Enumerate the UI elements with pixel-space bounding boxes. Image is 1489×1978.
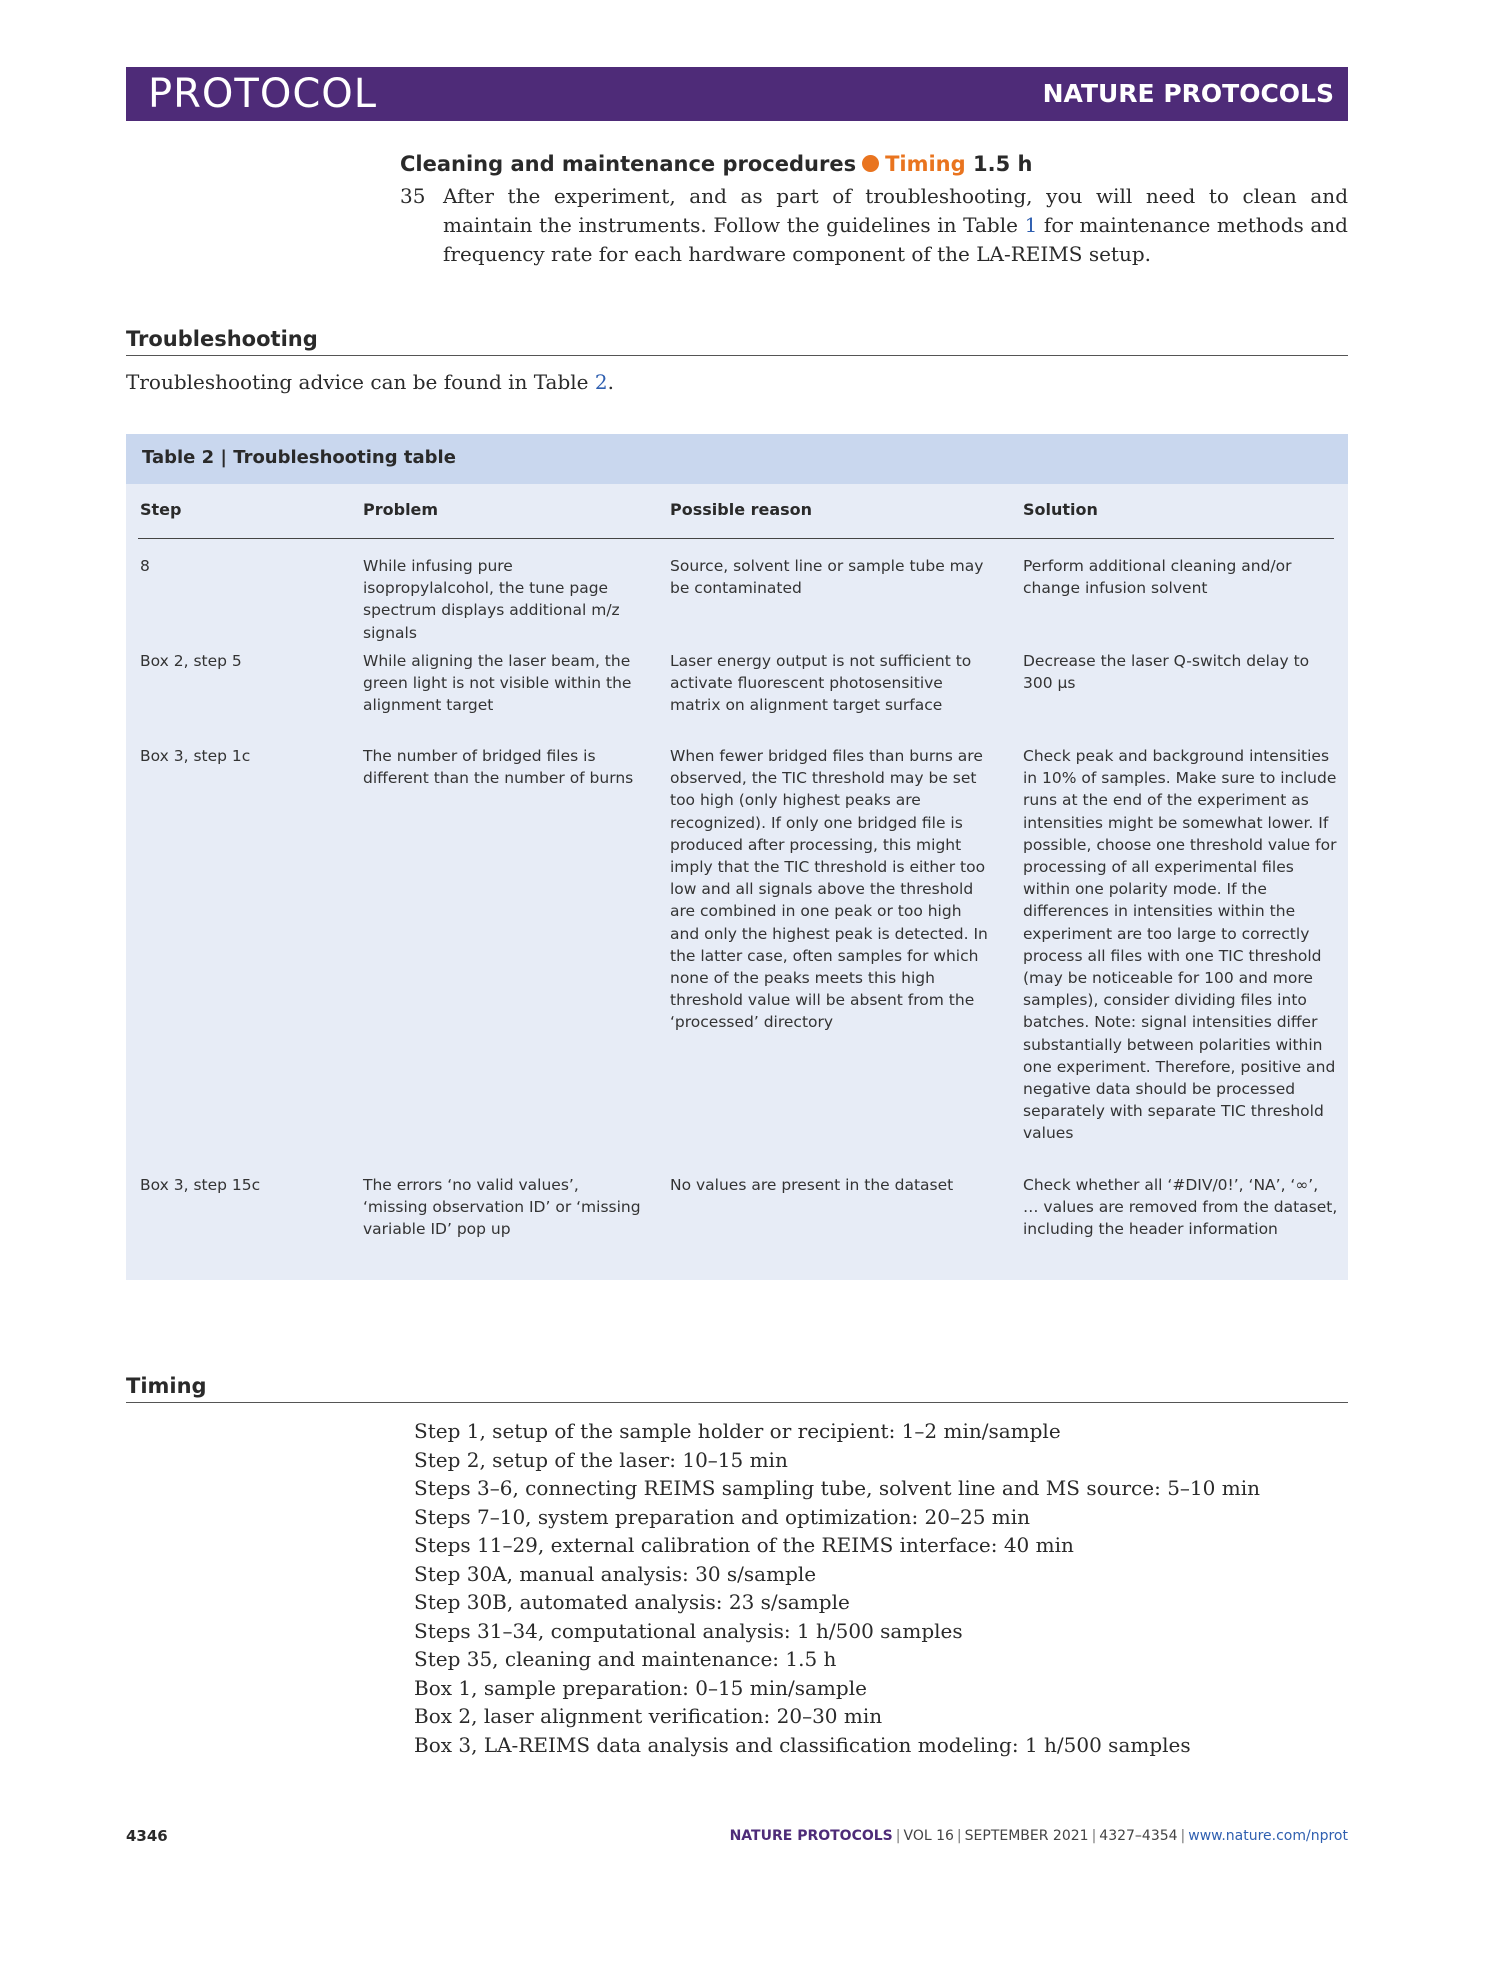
step-text-part: for maintenance methods and frequency rate for each hardware component of the LA-REIMS setup.	[443, 213, 1348, 266]
timing-item: Box 1, sample preparation: 0–15 min/sample	[414, 1675, 867, 1700]
timing-item: Steps 7–10, system preparation and optimization: 20–25 min	[414, 1504, 1031, 1529]
row-4-problem: The errors ‘no valid values’, ‘missing observation ID’ or ‘missing variable ID’ pop up	[363, 1176, 641, 1239]
header-step: Step	[140, 500, 182, 519]
footer-journal: NATURE PROTOCOLS	[729, 1828, 893, 1844]
cleaning-heading	[400, 152, 1032, 176]
timing-heading: Timing	[126, 1374, 1348, 1403]
timing-value: 1.5 h	[972, 152, 1033, 176]
cleaning-title: Cleaning and maintenance procedures	[400, 152, 857, 176]
row-2-problem: While aligning the laser beam, the green light is not visible within the alignment target	[363, 652, 632, 715]
row-2-reason: Laser energy output is not sufficient to activate fluorescent photosensitive matrix on alignment target surface	[670, 652, 972, 715]
header-problem: Problem	[363, 500, 439, 519]
row-1-step: 8	[140, 557, 150, 575]
journal-name: NATURE PROTOCOLS	[1042, 79, 1334, 108]
table-title-bar	[126, 434, 1348, 484]
timing-item: Step 1, setup of the sample holder or recipient: 1–2 min/sample	[414, 1419, 1061, 1443]
troubleshooting-text-part: .	[607, 370, 614, 394]
table-1-link[interactable]: 1	[1024, 213, 1038, 237]
timing-item: Box 3, LA-REIMS data analysis and classification modeling: 1 h/500 samples	[414, 1732, 1191, 1757]
row-2-solution: Decrease the laser Q-switch delay to 300 µs	[1023, 652, 1310, 693]
timing-item: Step 30A, manual analysis: 30 s/sample	[414, 1561, 817, 1586]
footer-pages: 4327–4354	[1099, 1828, 1178, 1844]
step-text	[443, 182, 1348, 269]
row-3-reason: When fewer bridged files than burns are observed, the TIC threshold may be set too high (only highest peaks are recognized). If only one bridged file is produced after processing, this might imply that the TIC threshold is either too low and all signals above the threshold are combined in one peak or too high and only the highest peak is detected. In the latter case, often samples for which none of the peaks meets this high threshold value will be absent from the ‘processed’ directory	[670, 747, 988, 1032]
timing-item: Step 2, setup of the laser: 10–15 min	[414, 1447, 788, 1472]
footer-date: SEPTEMBER 2021	[964, 1828, 1089, 1844]
row-4-solution: Check whether all ‘#DIV/0!’, ‘NA’, ‘∞’, … values are removed from the dataset, including the header information	[1023, 1176, 1338, 1239]
troubleshooting-text-part: Troubleshooting advice can be found in Table	[126, 370, 595, 394]
table-2-link[interactable]: 2	[594, 370, 608, 394]
timing-item: Steps 3–6, connecting REIMS sampling tube, solvent line and MS source: 5–10 min	[414, 1476, 1260, 1500]
row-4-reason: No values are present in the dataset	[670, 1176, 954, 1194]
footer-volume: VOL 16	[903, 1828, 954, 1844]
timing-item: Step 35, cleaning and maintenance: 1.5 h	[414, 1647, 837, 1671]
step-text-part: After the experiment, and as part of troubleshooting, you will need to clean and maintain the instruments. Follow the guidelines in Table	[443, 184, 1348, 237]
row-3-problem: The number of bridged files is different than the number of burns	[363, 747, 634, 788]
row-1-solution: Perform additional cleaning and/or change infusion solvent	[1023, 557, 1292, 598]
row-1-problem: While infusing pure isopropylalcohol, the tune page spectrum displays additional m/z signals	[363, 557, 620, 642]
timing-dot-icon	[862, 155, 879, 172]
troubleshooting-text	[126, 370, 614, 394]
row-2-step: Box 2, step 5	[140, 652, 242, 670]
step-number: 35	[400, 184, 426, 208]
table-title: Table 2 | Troubleshooting table	[142, 447, 456, 468]
timing-label: Timing	[885, 152, 966, 176]
troubleshooting-heading: Troubleshooting	[126, 327, 1348, 356]
timing-item: Steps 11–29, external calibration of the REIMS interface: 40 min	[414, 1533, 1074, 1557]
timing-item: Step 30B, automated analysis: 23 s/sample	[414, 1590, 850, 1614]
row-4-step: Box 3, step 15c	[140, 1176, 261, 1194]
header-reason: Possible reason	[670, 500, 813, 519]
row-3-step: Box 3, step 1c	[140, 747, 251, 765]
header-rule	[138, 538, 1334, 539]
header-solution: Solution	[1023, 500, 1098, 519]
page-number: 4346	[126, 1827, 168, 1845]
timing-item: Steps 31–34, computational analysis: 1 h/500 samples	[414, 1618, 963, 1643]
timing-list	[414, 1417, 1260, 1759]
footer-url[interactable]: www.nature.com/nprot	[1188, 1828, 1348, 1844]
row-1-reason: Source, solvent line or sample tube may be contaminated	[670, 557, 984, 598]
header-banner	[126, 67, 1348, 121]
section-label: PROTOCOL	[148, 71, 378, 117]
troubleshooting-table	[126, 434, 1348, 1280]
timing-item: Box 2, laser alignment verification: 20–30 min	[414, 1704, 883, 1728]
row-3-solution: Check peak and background intensities in 10% of samples. Make sure to include runs at the end of the experiment as intensities might be somewhat lower. If possible, choose one threshold value for processing of all experimental files within one polarity mode. If the differences in intensities within the experiment are too large to correctly process all files with one TIC threshold (may be noticeable for 100 and more samples), consider dividing files into batches. Note: signal intensities differ substantially between polarities within one experiment. Therefore, positive and negative data should be processed separately with separate TIC threshold values	[1023, 747, 1337, 1143]
footer-citation: NATURE PROTOCOLS | VOL 16 | SEPTEMBER 2021 | 4327–4354 | www.nature.com/nprot	[729, 1828, 1348, 1844]
